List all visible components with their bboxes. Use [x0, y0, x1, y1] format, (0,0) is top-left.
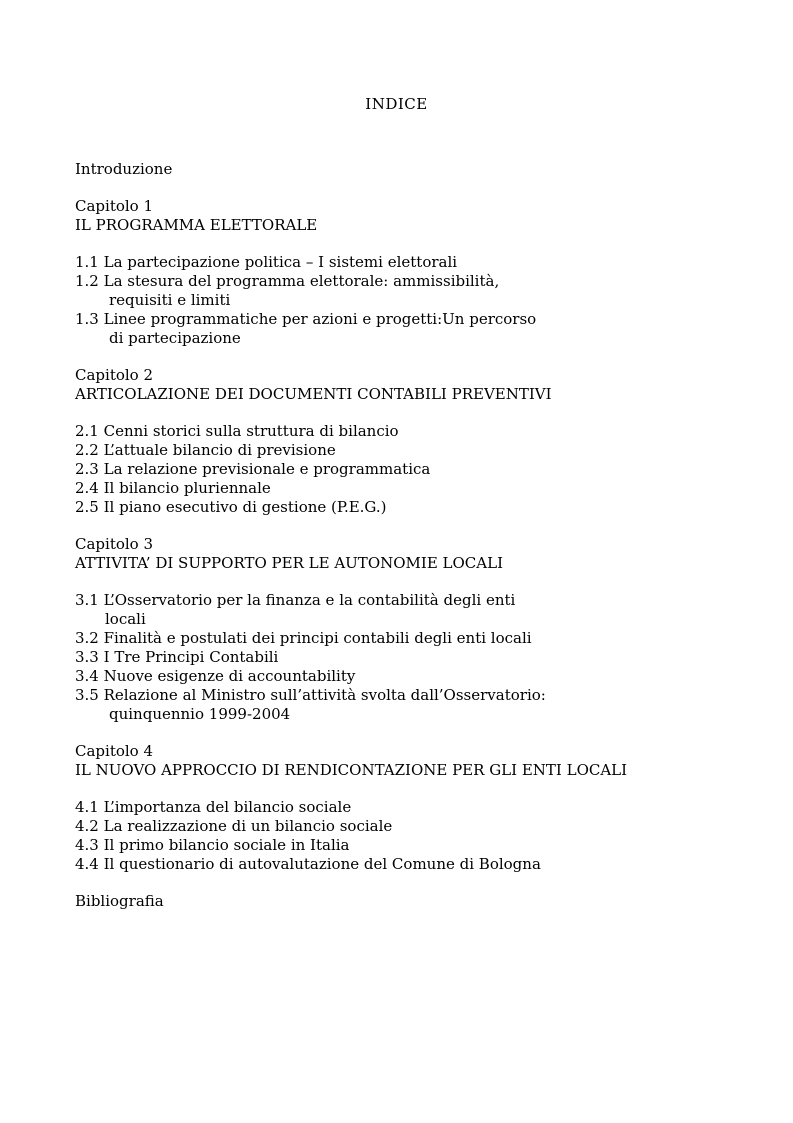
- section-4-4: 4.4 Il questionario di autovalutazione del Comune di Bologna: [75, 855, 541, 873]
- chapter-1-label: Capitolo 1: [75, 197, 154, 215]
- section-1-3: 1.3 Linee programmatiche per azioni e progetti:Un percorso: [75, 310, 537, 328]
- section-1-2-continuation: requisiti e limiti: [109, 291, 231, 309]
- chapter-3-label: Capitolo 3: [75, 535, 154, 553]
- section-2-5: 2.5 Il piano esecutivo di gestione (P.E.G.): [75, 498, 387, 516]
- section-4-2: 4.2 La realizzazione di un bilancio sociale: [75, 817, 393, 835]
- chapter-2-label: Capitolo 2: [75, 366, 154, 384]
- section-2-3: 2.3 La relazione previsionale e programmatica: [75, 460, 431, 478]
- section-4-1: 4.1 L’importanza del bilancio sociale: [75, 798, 352, 816]
- chapter-2-heading: ARTICOLAZIONE DEI DOCUMENTI CONTABILI PREVENTIVI: [75, 385, 552, 403]
- section-1-1: 1.1 La partecipazione politica – I sistemi elettorali: [75, 253, 458, 271]
- chapter-3-heading: ATTIVITA’ DI SUPPORTO PER LE AUTONOMIE LOCALI: [75, 554, 503, 572]
- section-3-5-continuation: quinquennio 1999-2004: [109, 705, 291, 723]
- chapter-1-heading: IL PROGRAMMA ELETTORALE: [75, 216, 318, 234]
- section-3-1: 3.1 L’Osservatorio per la finanza e la contabilità degli enti: [75, 591, 516, 609]
- section-2-2: 2.2 L’attuale bilancio di previsione: [75, 441, 336, 459]
- section-3-5: 3.5 Relazione al Ministro sull’attività svolta dall’Osservatorio:: [75, 686, 546, 704]
- section-1-2: 1.2 La stesura del programma elettorale: ammissibilità,: [75, 272, 500, 290]
- section-4-3: 4.3 Il primo bilancio sociale in Italia: [75, 836, 350, 854]
- section-3-3: 3.3 I Tre Principi Contabili: [75, 648, 279, 666]
- section-3-1-continuation: locali: [105, 610, 146, 628]
- section-2-4: 2.4 Il bilancio pluriennale: [75, 479, 271, 497]
- page-title: INDICE: [365, 95, 428, 113]
- section-2-1: 2.1 Cenni storici sulla struttura di bilancio: [75, 422, 399, 440]
- chapter-4-label: Capitolo 4: [75, 742, 154, 760]
- section-1-3-continuation: di partecipazione: [109, 329, 241, 347]
- section-3-2: 3.2 Finalità e postulati dei principi contabili degli enti locali: [75, 629, 532, 647]
- toc-introduction: Introduzione: [75, 160, 173, 178]
- table-of-contents: [75, 160, 715, 911]
- section-3-4: 3.4 Nuove esigenze di accountability: [75, 667, 356, 685]
- toc-bibliography: Bibliografia: [75, 892, 164, 910]
- chapter-4-heading: IL NUOVO APPROCCIO DI RENDICONTAZIONE PER GLI ENTI LOCALI: [75, 761, 628, 779]
